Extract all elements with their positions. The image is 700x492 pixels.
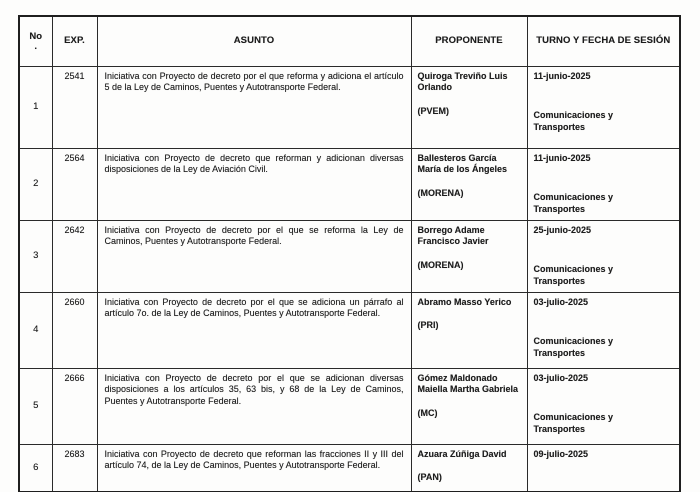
turno-cell (527, 292, 680, 368)
proponente-party: (PAN) (417, 472, 442, 483)
turno-cell (527, 220, 680, 292)
session-date: 09-julio-2025 (533, 448, 589, 459)
committee-name: Comunicaciones y Transportes (533, 412, 614, 434)
initiatives-table (18, 15, 681, 492)
header-proponente: PROPONENTE (411, 16, 527, 66)
row-number: 3 (19, 220, 52, 292)
committee-name: Comunicaciones y Transportes (533, 336, 614, 358)
exp-number: 2660 (52, 292, 97, 368)
proponente-name: Borrego Adame Francisco Javier (417, 224, 489, 247)
proponente-party: (PRI) (417, 320, 439, 331)
table-row (19, 368, 680, 444)
proponente-cell (411, 368, 527, 444)
turno-cell (527, 444, 680, 492)
header-no-label: No (29, 30, 43, 42)
session-date: 03-julio-2025 (533, 296, 589, 307)
header-no-dot: . (34, 41, 38, 53)
proponente-name: Quiroga Treviño Luis Orlando (417, 70, 508, 93)
header-no (19, 16, 52, 66)
exp-number: 2541 (52, 66, 97, 148)
exp-number: 2564 (52, 148, 97, 220)
session-date: 11-junio-2025 (533, 70, 591, 81)
committee-name: Comunicaciones y Transportes (533, 264, 614, 286)
proponente-name: Ballesteros García María de los Ángeles (417, 152, 508, 175)
proponente-name: Azuara Zúñiga David (417, 448, 507, 459)
turno-cell (527, 66, 680, 148)
proponente-name: Gómez Maldonado Maiella Martha Gabriela (417, 372, 519, 395)
row-number: 2 (19, 148, 52, 220)
turno-cell (527, 148, 680, 220)
exp-number: 2683 (52, 444, 97, 492)
committee-name: Comunicaciones y Transportes (533, 192, 614, 214)
asunto-text: Iniciativa con Proyecto de decreto por el que se adicionan diversas disposiciones a los artículos 35, 63 bis, y 68 de la Ley de Caminos, Puentes y Autotransporte Federal. (97, 368, 411, 444)
proponente-cell (411, 148, 527, 220)
header-turno: TURNO Y FECHA DE SESIÓN (527, 16, 680, 66)
proponente-party: (MORENA) (417, 187, 464, 198)
proponente-name: Abramo Masso Yerico (417, 296, 512, 307)
asunto-text: Iniciativa con Proyecto de decreto que reforman y adicionan diversas disposiciones de la Ley de Aviación Civil. (97, 148, 411, 220)
proponente-cell (411, 220, 527, 292)
proponente-cell (411, 66, 527, 148)
turno-cell (527, 368, 680, 444)
proponente-party: (MC) (417, 407, 438, 418)
session-date: 11-junio-2025 (533, 152, 591, 163)
row-number: 1 (19, 66, 52, 148)
proponente-party: (MORENA) (417, 259, 464, 270)
row-number: 5 (19, 368, 52, 444)
proponente-party: (PVEM) (417, 105, 449, 116)
exp-number: 2666 (52, 368, 97, 444)
table-row (19, 292, 680, 368)
asunto-text: Iniciativa con Proyecto de decreto que reforman las fracciones II y III del artículo 74, de la Ley de Caminos, Puentes y Autotransporte Federal. (97, 444, 411, 492)
asunto-text: Iniciativa con Proyecto de decreto por el que se reforma la Ley de Caminos, Puentes y Autotransporte Federal. (97, 220, 411, 292)
header-asunto: ASUNTO (97, 16, 411, 66)
table-row (19, 66, 680, 148)
session-date: 03-julio-2025 (533, 372, 589, 383)
asunto-text: Iniciativa con Proyecto de decreto por el que se adiciona un párrafo al artículo 7o. de la Ley de Caminos, Puentes y Autotransporte Federal. (97, 292, 411, 368)
committee-name: Comunicaciones y Transportes (533, 110, 614, 132)
exp-number: 2642 (52, 220, 97, 292)
table-header-row (19, 16, 680, 66)
proponente-cell (411, 444, 527, 492)
table-row (19, 220, 680, 292)
table-row (19, 148, 680, 220)
table-row (19, 444, 680, 492)
row-number: 6 (19, 444, 52, 492)
asunto-text: Iniciativa con Proyecto de decreto por el que reforma y adiciona el artículo 5 de la Ley de Caminos, Puentes y Autotransporte Federal. (97, 66, 411, 148)
proponente-cell (411, 292, 527, 368)
session-date: 25-junio-2025 (533, 224, 592, 235)
row-number: 4 (19, 292, 52, 368)
header-exp: EXP. (52, 16, 97, 66)
